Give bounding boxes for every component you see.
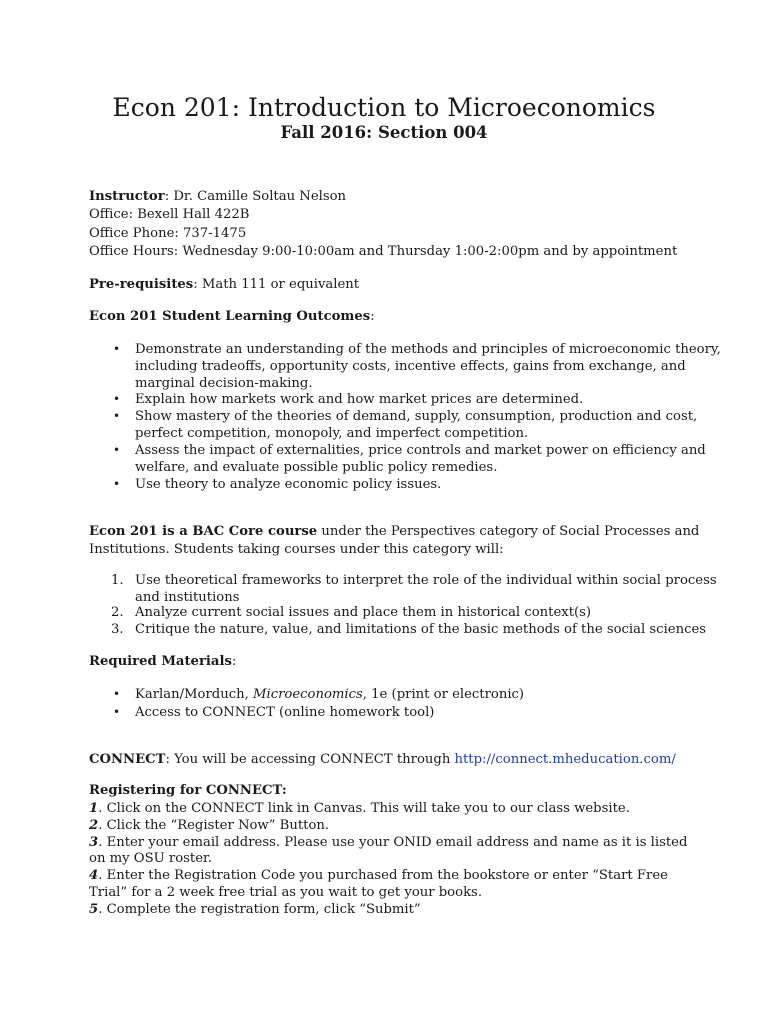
outcome-item-line: marginal decision-making. xyxy=(135,375,313,391)
list-number: 3. xyxy=(111,622,124,637)
connect-line xyxy=(89,751,676,768)
document-title: Econ 201: Introduction to Microeconomics xyxy=(112,93,656,122)
materials-item-connect: Access to CONNECT (online homework tool) xyxy=(135,705,435,720)
prerequisites-value: : Math 111 or equivalent xyxy=(193,277,360,292)
outcome-item-line: Use theory to analyze economic policy issues. xyxy=(135,477,442,492)
step-number-wrap xyxy=(89,801,98,816)
registration-step-line xyxy=(89,850,212,867)
document-subtitle: Fall 2016: Section 004 xyxy=(280,123,488,142)
step-number-wrap xyxy=(89,868,98,883)
bullet-icon: • xyxy=(113,443,121,457)
list-number: 2. xyxy=(111,605,124,620)
materials-item-textbook xyxy=(135,686,524,703)
step-text: on my OSU roster. xyxy=(89,851,213,867)
prerequisites-line xyxy=(89,276,359,293)
outcomes-heading xyxy=(89,308,375,325)
instructor-line xyxy=(89,188,346,205)
bac-item-line: and institutions xyxy=(135,589,240,605)
step-number-wrap xyxy=(89,835,98,850)
bac-item-line: Use theoretical frameworks to interpret the role of the individual within social process xyxy=(135,573,717,588)
step-text: . Click the “Register Now” Button. xyxy=(98,817,330,833)
step-text: . Complete the registration form, click “Submit” xyxy=(98,901,421,917)
bullet-icon: • xyxy=(113,409,121,423)
outcome-item-line: Demonstrate an understanding of the methods and principles of microeconomic theory, xyxy=(135,342,721,357)
list-number: 1. xyxy=(111,573,124,588)
step-number-wrap xyxy=(89,902,98,917)
bullet-icon: • xyxy=(113,687,121,701)
materials-heading-text: Required Materials xyxy=(89,654,232,669)
bullet-icon: • xyxy=(113,342,121,356)
step-text: . Enter your email address. Please use your ONID email address and name as it is listed xyxy=(98,834,688,850)
registering-heading xyxy=(89,782,287,799)
outcome-item-line: Explain how markets work and how market prices are determined. xyxy=(135,392,584,407)
registration-step-line xyxy=(89,800,630,817)
prerequisites-label: Pre-requisites xyxy=(89,277,194,292)
step-text: . Click on the CONNECT link in Canvas. This will take you to our class website. xyxy=(98,801,630,816)
outcome-item-line: including tradeoffs, opportunity costs, incentive effects, gains from exchange, and xyxy=(135,358,686,374)
bullet-icon: • xyxy=(113,392,121,406)
bac-item-line: Analyze current social issues and place them in historical context(s) xyxy=(135,605,592,620)
office-line: Office: Bexell Hall 422B xyxy=(89,207,250,222)
textbook-edition: , 1e (print or electronic) xyxy=(362,687,525,702)
bullet-icon: • xyxy=(113,477,121,491)
materials-heading xyxy=(89,653,236,670)
step-text: Trial” for a 2 week free trial as you wait to get your books. xyxy=(89,885,483,900)
bac-item-line: Critique the nature, value, and limitations of the basic methods of the social sciences xyxy=(135,622,707,637)
bac-core-rest: under the Perspectives category of Social Processes and xyxy=(317,524,700,539)
step-number: 3 xyxy=(89,834,99,850)
connect-text: : You will be accessing CONNECT through xyxy=(165,752,455,767)
step-number-wrap xyxy=(89,818,98,833)
step-number: 1 xyxy=(89,801,99,816)
registration-step-line xyxy=(89,867,668,884)
step-number: 5 xyxy=(89,901,99,917)
connect-link[interactable]: http://connect.mheducation.com/ xyxy=(454,752,676,767)
registration-step-line xyxy=(89,901,421,918)
step-number: 2 xyxy=(89,817,99,833)
bac-core-line xyxy=(89,523,699,540)
instructor-label: Instructor xyxy=(89,189,165,204)
outcome-item-line: Show mastery of the theories of demand, supply, consumption, production and cost, xyxy=(135,409,698,424)
outcome-item-line: Assess the impact of externalities, price controls and market power on efficiency and xyxy=(135,443,706,458)
connect-label: CONNECT xyxy=(89,752,166,767)
materials-heading-colon: : xyxy=(231,654,237,669)
registration-step-line xyxy=(89,884,482,901)
office-hours-line: Office Hours: Wednesday 9:00-10:00am and Thursday 1:00-2:00pm and by appointment xyxy=(89,244,678,259)
bac-core-line-2: Institutions. Students taking courses under this category will: xyxy=(89,542,504,557)
registration-step-line xyxy=(89,817,329,834)
outcome-item-line: welfare, and evaluate possible public policy remedies. xyxy=(135,459,498,475)
textbook-title: Microeconomics xyxy=(252,687,363,702)
textbook-authors: Karlan/Morduch, xyxy=(135,687,253,702)
outcomes-heading-colon: : xyxy=(370,309,375,324)
outcome-item-line: perfect competition, monopoly, and imperfect competition. xyxy=(135,425,529,441)
outcomes-heading-text: Econ 201 Student Learning Outcomes xyxy=(89,309,371,324)
registration-step-line xyxy=(89,834,687,851)
step-number: 4 xyxy=(89,868,99,884)
step-text: . Enter the Registration Code you purchased from the bookstore or enter “Start Free xyxy=(98,868,668,884)
bac-core-bold: Econ 201 is a BAC Core course xyxy=(89,524,318,539)
office-phone-line: Office Phone: 737-1475 xyxy=(89,226,247,241)
registering-heading-text: Registering for CONNECT: xyxy=(89,783,287,798)
instructor-name: : Dr. Camille Soltau Nelson xyxy=(164,189,347,204)
bullet-icon: • xyxy=(113,705,121,719)
